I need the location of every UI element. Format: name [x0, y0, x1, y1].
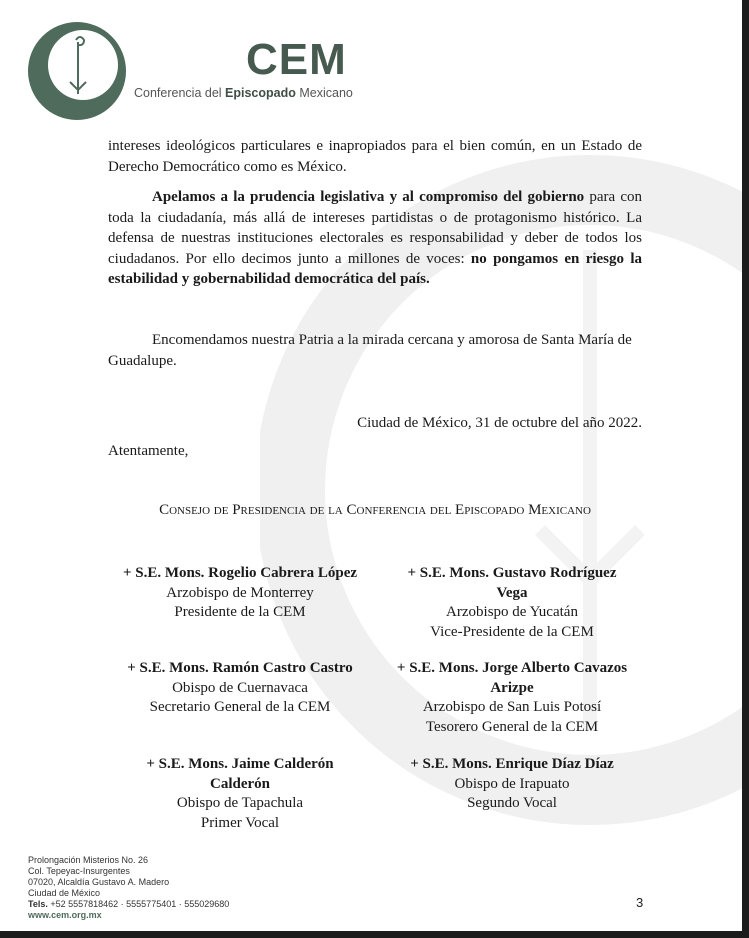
signatory-1 — [120, 564, 360, 623]
signatory-name: + S.E. Mons. Rogelio Cabrera López — [122, 565, 358, 581]
signatory-title: Secretario General de la CEM — [149, 699, 331, 715]
signatory-5 — [120, 755, 360, 833]
signatory-role: Obispo de Tapachula — [176, 795, 304, 811]
signatory-name: + S.E. Mons. Jaime Calderón Calderón — [146, 756, 334, 792]
paragraph-3: Encomendamos nuestra Patria a la mirada cercana y amorosa de Santa María de Guadalupe. — [108, 332, 632, 369]
signatory-name: + S.E. Mons. Ramón Castro Castro — [127, 660, 353, 676]
address-line: 07020, Alcaldía Gustavo A. Madero — [28, 877, 170, 887]
signatory-2 — [392, 564, 632, 642]
signatory-6 — [392, 755, 632, 814]
place-date: Ciudad de México, 31 de octubre del año 2022. — [357, 415, 642, 431]
signatory-3 — [120, 659, 360, 718]
signatory-role: Obispo de Irapuato — [454, 775, 570, 792]
signatory-title: Presidente de la CEM — [174, 604, 306, 620]
paragraph-2: Apelamos a la prudencia legislativa y al compromiso del gobierno para con toda la ciudadanía, más allá de intereses partidistas o de protagonismo histórico. La defensa de nuestras instituciones electorales es responsabilidad y deber de todos los ciudadanos. Por ello decimos junto a millones de voces: no pongamos en riesgo la estabilidad y gobernabilidad democrática del país. — [108, 189, 642, 287]
paragraph-1: intereses ideológicos particulares e inapropiados para el bien común, en un Estado de Derecho Democrático como es México. — [108, 138, 642, 175]
signatory-role: Obispo de Cuernavaca — [172, 679, 308, 696]
footer-address — [28, 855, 229, 921]
signatory-name: + S.E. Mons. Enrique Díaz Díaz — [410, 756, 614, 772]
brand-title: CEM — [246, 35, 347, 84]
signatory-title: Primer Vocal — [200, 814, 280, 831]
frame-edge — [742, 0, 749, 938]
signatory-title: Segundo Vocal — [467, 795, 557, 811]
signatory-role: Arzobispo de Monterrey — [166, 584, 314, 601]
signatory-name: + S.E. Mons. Jorge Alberto Cavazos Arizpe — [396, 660, 628, 696]
address-line: Prolongación Misterios No. 26 — [28, 855, 149, 865]
address-line: Col. Tepeyac-Insurgentes — [28, 866, 130, 876]
signatory-4 — [392, 659, 632, 737]
signatory-name: + S.E. Mons. Gustavo Rodríguez Vega — [407, 565, 617, 601]
closing: Atentamente, — [108, 443, 189, 459]
signatory-title: Tesorero General de la CEM — [425, 718, 599, 735]
page-number: 3 — [636, 895, 644, 910]
signatory-role: Arzobispo de Yucatán — [446, 604, 578, 620]
address-line: Ciudad de México — [28, 888, 101, 898]
frame-edge — [0, 931, 749, 938]
signatory-title: Vice-Presidente de la CEM — [430, 623, 594, 640]
phone-line: Tels. +52 5557818462 · 5555775401 · 555029680 — [28, 899, 230, 909]
brand-subtitle: Conferencia del Episcopado Mexicano — [134, 86, 353, 100]
crozier-icon — [56, 34, 106, 100]
website-link[interactable]: www.cem.org.mx — [28, 910, 102, 920]
signatory-role: Arzobispo de San Luis Potosí — [422, 699, 602, 715]
council-title: Consejo de Presidencia de la Conferencia del Episcopado Mexicano — [159, 502, 591, 518]
